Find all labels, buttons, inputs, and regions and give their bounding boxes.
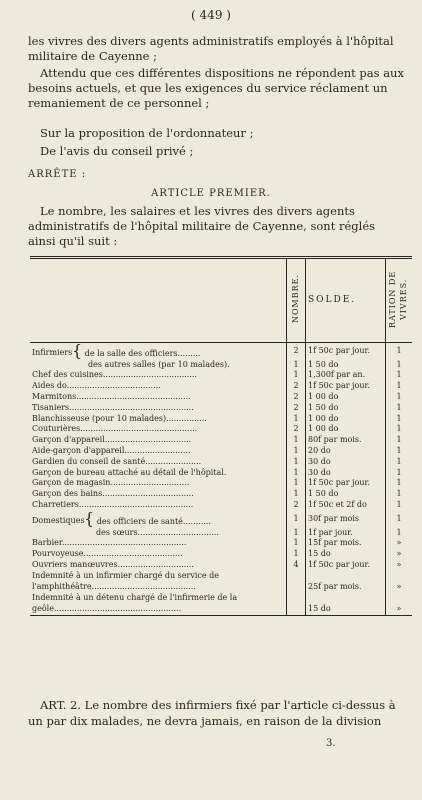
intro-paragraph-1: les vivres des divers agents administratifs employés à l'hôpital militaire de Cayenne ; bbox=[28, 34, 394, 63]
intro-paragraph-2: Attendu que ces différentes dispositions ne répondent pas aux besoins actuels, et que les exigences du service réclament un remaniement de ce personnel ; bbox=[28, 66, 404, 110]
domestiques-label: Domestiques bbox=[32, 516, 85, 526]
table-row: Chef des cuisines..................................... 1 1,300f par an. 1 bbox=[32, 370, 402, 380]
table-row: Blanchisseuse (pour 10 malades)................ 1 1 00 do 1 bbox=[32, 413, 402, 423]
table-row: des autres salles (par 10 malades). 1 1 50 do 1 bbox=[30, 360, 412, 371]
nombre-header: NOMBRE. bbox=[287, 258, 306, 343]
article-2-paragraph: ART. 2. Le nombre des infirmiers fixé par l'article ci-dessus à un par dix malades, ne devra jamais, en raison de la division bbox=[28, 698, 396, 728]
table-row: Aide-garçon d'appareil.......................... 1 20 do 1 bbox=[32, 445, 402, 455]
table-row: Aides do..................................... 2 1f 50c par jour. 1 bbox=[32, 381, 402, 391]
table-row: Tisaniers................................................. 2 1 50 do 1 bbox=[32, 402, 402, 412]
table-row: Domestiques{ des officiers de santé........... 1 30f par mois 1 bbox=[32, 508, 402, 528]
page-number: ( 449 ) bbox=[191, 8, 231, 22]
table-header-row bbox=[30, 258, 412, 343]
table-row: Garçon de bureau attaché au détail de l'hôpital. 1 30 do 1 bbox=[32, 467, 402, 477]
table-row: Gardien du conseil de santé...................... 1 30 do 1 bbox=[32, 456, 402, 466]
article-title: ARTICLE PREMIER. bbox=[151, 188, 271, 199]
intro-paragraph-4: De l'avis du conseil privé ; bbox=[40, 144, 194, 158]
table-row: Barbier................................................. 1 15f par mois. » bbox=[32, 538, 402, 548]
table-row: Indemnité à un infirmier chargé du service de l'amphithéâtre......................................... 25f par mois. » bbox=[32, 570, 402, 591]
table-row: Couturières.............................................. 2 1 00 do 1 bbox=[32, 424, 402, 434]
table-row: Infirmiers{ de la salle des officiers......... 2 1f 50c par jour. 1 bbox=[32, 340, 402, 360]
brace-icon: { bbox=[84, 508, 95, 528]
table-row: Ouvriers manœuvres.............................. 4 1f 50c par jour. » bbox=[32, 559, 402, 569]
table-row: Pourvoyeuse....................................... 1 15 do » bbox=[32, 549, 402, 559]
table-row: Charretiers............................................. 2 1f 50c et 2f do 1 bbox=[32, 499, 402, 509]
ration-header: RATION DE VIVRES. bbox=[386, 258, 413, 343]
table-row: Garçon d'appareil.................................. 1 80f par mois. 1 bbox=[32, 435, 402, 445]
table-row: Garçon des bains.................................... 1 1 50 do 1 bbox=[32, 489, 402, 499]
personnel-table bbox=[30, 256, 412, 616]
table-row: Marmitons............................................. 2 1 00 do 1 bbox=[32, 391, 402, 401]
solde-header: SOLDE. bbox=[306, 258, 386, 343]
table-row: Indemnité à un détenu chargé de l'infirmerie de la geôle.................................................. 15 do » bbox=[30, 593, 412, 616]
label-header bbox=[30, 258, 287, 343]
signature-mark: 3. bbox=[326, 738, 336, 749]
arrete-heading: ARRÊTE : bbox=[28, 169, 87, 180]
infirmiers-label: Infirmiers bbox=[32, 348, 73, 358]
brace-icon: { bbox=[72, 340, 83, 360]
table-row: Garçon de magasin............................... 1 1f 50c par jour. 1 bbox=[32, 478, 402, 488]
table-row: des sœurs................................ 1 1f par jour. 1 bbox=[30, 528, 412, 539]
intro-paragraph-3: Sur la proposition de l'ordonnateur ; bbox=[40, 126, 254, 140]
article-paragraph: Le nombre, les salaires et les vivres des divers agents administratifs de l'hôpital militaire de Cayenne, sont réglés ainsi qu'il suit : bbox=[28, 204, 376, 248]
